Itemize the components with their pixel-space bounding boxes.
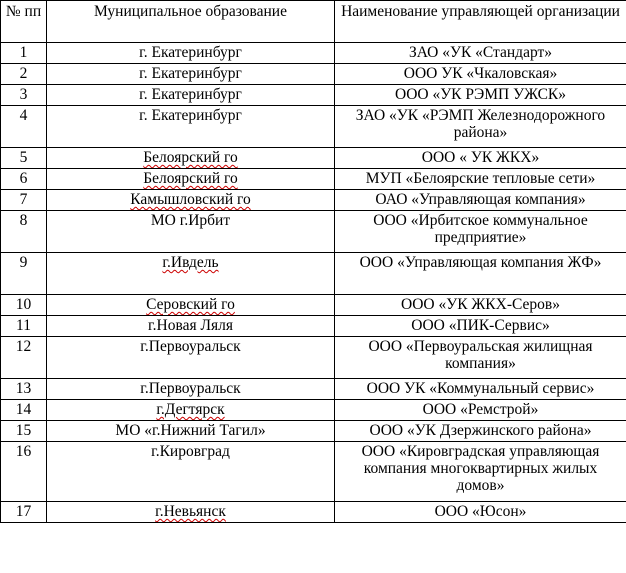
row-municipality: Серовский го bbox=[47, 295, 335, 316]
row-num: 13 bbox=[1, 379, 47, 400]
row-organization: ООО «Юсон» bbox=[335, 502, 626, 523]
row-municipality: г.Первоуральск bbox=[47, 379, 335, 400]
row-num: 9 bbox=[1, 253, 47, 295]
table-row bbox=[1, 43, 626, 64]
table-row bbox=[1, 295, 626, 316]
row-municipality: Камышловский го bbox=[47, 190, 335, 211]
row-organization: ООО «УК РЭМП УЖСК» bbox=[335, 85, 626, 106]
row-organization: ЗАО «УК «РЭМП Железнодорожного района» bbox=[335, 106, 626, 148]
row-num: 10 bbox=[1, 295, 47, 316]
row-organization: ООО « УК ЖКХ» bbox=[335, 148, 626, 169]
row-municipality: г. Екатеринбург bbox=[47, 64, 335, 85]
row-municipality: г.Первоуральск bbox=[47, 337, 335, 379]
row-organization: ООО «УК Дзержинского района» bbox=[335, 421, 626, 442]
table-row bbox=[1, 85, 626, 106]
row-municipality: г.Новая Ляля bbox=[47, 316, 335, 337]
header-num: № пп bbox=[1, 1, 47, 43]
row-num: 3 bbox=[1, 85, 47, 106]
table-row bbox=[1, 211, 626, 253]
header-organization: Наименование управляющей организации bbox=[335, 1, 626, 43]
table-header-row bbox=[1, 1, 626, 43]
row-organization: ООО «УК ЖКХ-Серов» bbox=[335, 295, 626, 316]
row-organization: ООО «Ремстрой» bbox=[335, 400, 626, 421]
table-row bbox=[1, 148, 626, 169]
row-municipality: Белоярский го bbox=[47, 169, 335, 190]
row-num: 14 bbox=[1, 400, 47, 421]
row-municipality: г.Дегтярск bbox=[47, 400, 335, 421]
row-organization: ООО УК «Чкаловская» bbox=[335, 64, 626, 85]
row-num: 6 bbox=[1, 169, 47, 190]
row-organization: ЗАО «УК «Стандарт» bbox=[335, 43, 626, 64]
table-row bbox=[1, 169, 626, 190]
row-municipality: г.Невьянск bbox=[47, 502, 335, 523]
row-municipality: МО г.Ирбит bbox=[47, 211, 335, 253]
row-organization: ООО «Управляющая компания ЖФ» bbox=[335, 253, 626, 295]
row-num: 12 bbox=[1, 337, 47, 379]
table-row bbox=[1, 337, 626, 379]
table-row bbox=[1, 400, 626, 421]
row-organization: ООО «Первоуральская жилищная компания» bbox=[335, 337, 626, 379]
row-num: 7 bbox=[1, 190, 47, 211]
table-row bbox=[1, 421, 626, 442]
row-municipality: г.Ивдель bbox=[47, 253, 335, 295]
table-row bbox=[1, 190, 626, 211]
row-num: 8 bbox=[1, 211, 47, 253]
row-num: 16 bbox=[1, 442, 47, 502]
row-num: 1 bbox=[1, 43, 47, 64]
row-num: 17 bbox=[1, 502, 47, 523]
table-row bbox=[1, 442, 626, 502]
row-num: 11 bbox=[1, 316, 47, 337]
row-num: 2 bbox=[1, 64, 47, 85]
table-row bbox=[1, 316, 626, 337]
table-row bbox=[1, 106, 626, 148]
row-municipality: г. Екатеринбург bbox=[47, 106, 335, 148]
row-organization: ООО УК «Коммунальный сервис» bbox=[335, 379, 626, 400]
table-row bbox=[1, 502, 626, 523]
row-municipality: МО «г.Нижний Тагил» bbox=[47, 421, 335, 442]
row-municipality: г. Екатеринбург bbox=[47, 43, 335, 64]
table-row bbox=[1, 379, 626, 400]
row-municipality: г.Кировград bbox=[47, 442, 335, 502]
row-municipality: г. Екатеринбург bbox=[47, 85, 335, 106]
table-row bbox=[1, 64, 626, 85]
row-organization: ООО «Ирбитское коммунальное предприятие» bbox=[335, 211, 626, 253]
row-organization: ООО «ПИК-Сервис» bbox=[335, 316, 626, 337]
row-organization: МУП «Белоярские тепловые сети» bbox=[335, 169, 626, 190]
table-row bbox=[1, 253, 626, 295]
row-organization: ООО «Кировградская управляющая компания многоквартирных жилых домов» bbox=[335, 442, 626, 502]
row-num: 5 bbox=[1, 148, 47, 169]
row-num: 15 bbox=[1, 421, 47, 442]
row-num: 4 bbox=[1, 106, 47, 148]
row-organization: ОАО «Управляющая компания» bbox=[335, 190, 626, 211]
header-municipality: Муниципальное образование bbox=[47, 1, 335, 43]
row-municipality: Белоярский го bbox=[47, 148, 335, 169]
